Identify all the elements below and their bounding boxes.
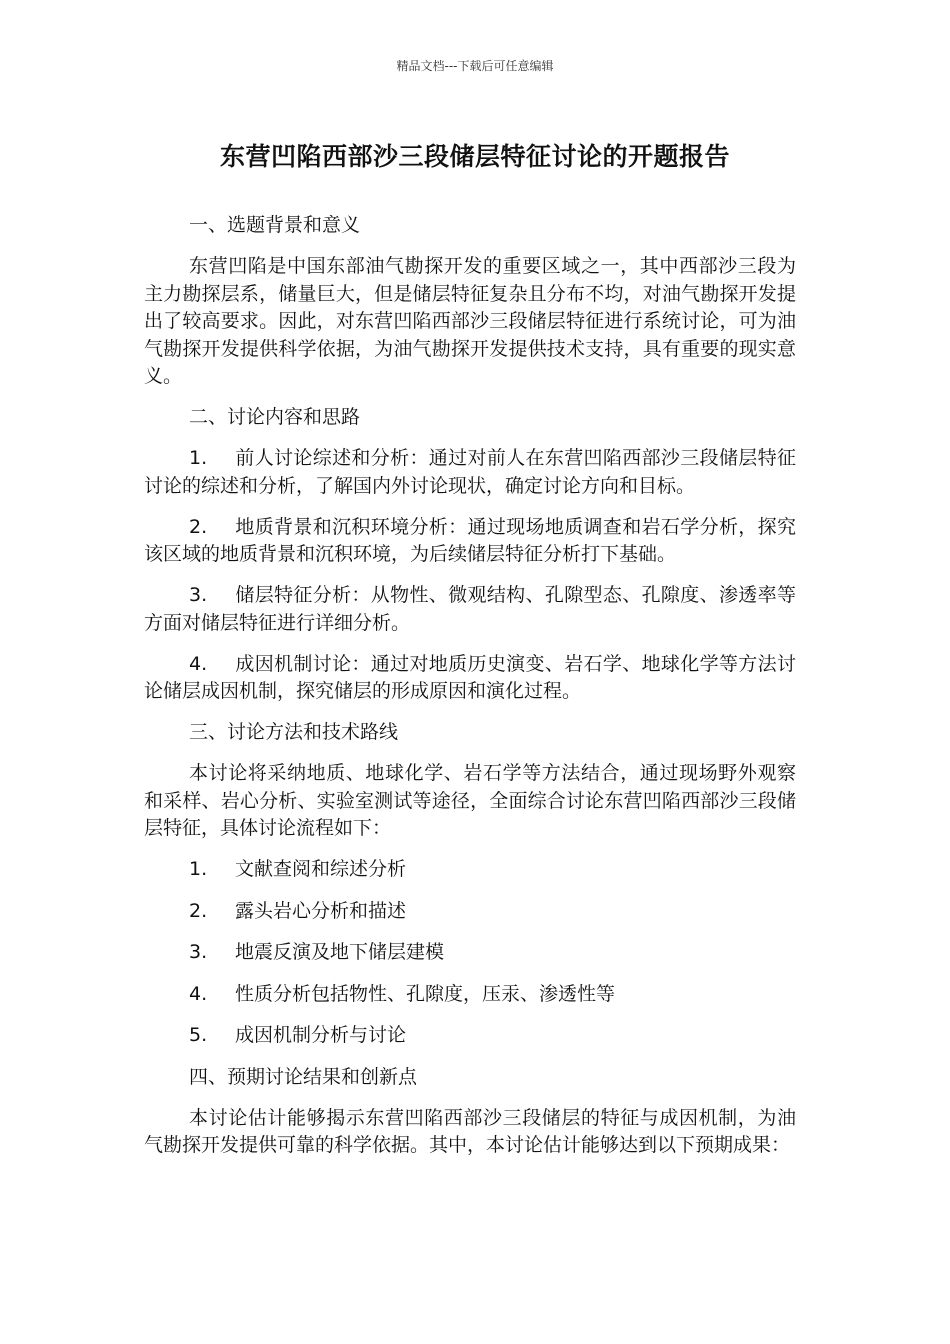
process-step (144, 1022, 796, 1050)
process-step (144, 939, 796, 967)
process-step (144, 856, 796, 884)
process-step-number: 1. (189, 858, 208, 880)
section-heading-background: 一、选题背景和意义 (189, 214, 361, 236)
process-step-text: 文献查阅和综述分析 (235, 858, 407, 880)
content-item-number: 2. (189, 515, 208, 538)
process-step-text: 露头岩心分析和描述 (235, 899, 407, 922)
section-heading-expected-results: 四、预期讨论结果和创新点 (189, 1065, 418, 1088)
process-step-number: 5. (189, 1024, 208, 1046)
process-step-number: 4. (189, 982, 208, 1005)
section-heading-content: 二、讨论内容和思路 (189, 406, 361, 428)
content-item-text: 成因机制讨论：通过对地质历史演变、岩石学、地球化学等方法讨论储层成因机制，探究储层的形成原因和演化过程。 (144, 652, 796, 702)
header-note: 精品文档---下载后可任意编辑 (396, 59, 554, 73)
process-step-number: 3. (189, 941, 208, 963)
document-title: 东营凹陷西部沙三段储层特征讨论的开题报告 (219, 142, 730, 171)
content-item (144, 445, 796, 500)
content-item-text: 储层特征分析：从物性、微观结构、孔隙型态、孔隙度、渗透率等方面对储层特征进行详细分析。 (144, 584, 796, 634)
methods-paragraph: 本讨论将采纳地质、地球化学、岩石学等方法结合，通过现场野外观察和采样、岩心分析、实验室测试等途径，全面综合讨论东营凹陷西部沙三段储层特征，具体讨论流程如下： (144, 762, 796, 839)
process-step (144, 898, 796, 926)
content-item (144, 582, 796, 637)
process-step-text: 成因机制分析与讨论 (235, 1024, 407, 1046)
content-item-number: 4. (189, 652, 208, 675)
content-item (144, 651, 796, 706)
content-item-number: 3. (189, 584, 208, 606)
content-item-text: 前人讨论综述和分析：通过对前人在东营凹陷西部沙三段储层特征讨论的综述和分析，了解国内外讨论现状，确定讨论方向和目标。 (144, 447, 796, 497)
expected-results-paragraph: 本讨论估计能够揭示东营凹陷西部沙三段储层的特征与成因机制，为油气勘探开发提供可靠的科学依据。其中，本讨论估计能够达到以下预期成果： (144, 1106, 796, 1156)
content-item-number: 1. (189, 447, 208, 469)
process-step-text: 地震反演及地下储层建模 (235, 941, 445, 963)
background-paragraph: 东营凹陷是中国东部油气勘探开发的重要区域之一，其中西部沙三段为主力勘探层系，储量巨大，但是储层特征复杂且分布不均，对油气勘探开发提出了较高要求。因此，对东营凹陷西部沙三段储层特征进行系统讨论，可为油气勘探开发提供科学依据，为油气勘探开发提供技术支持，具有重要的现实意义。 (144, 255, 796, 387)
process-step (144, 981, 796, 1009)
section-heading-methods: 三、讨论方法和技术路线 (189, 721, 399, 743)
content-item-text: 地质背景和沉积环境分析：通过现场地质调查和岩石学分析，探究该区域的地质背景和沉积环境，为后续储层特征分析打下基础。 (144, 515, 796, 565)
content-item (144, 514, 796, 569)
process-step-text: 性质分析包括物性、孔隙度，压汞、渗透性等 (235, 982, 616, 1005)
document-body (144, 212, 796, 1173)
process-step-number: 2. (189, 899, 208, 922)
